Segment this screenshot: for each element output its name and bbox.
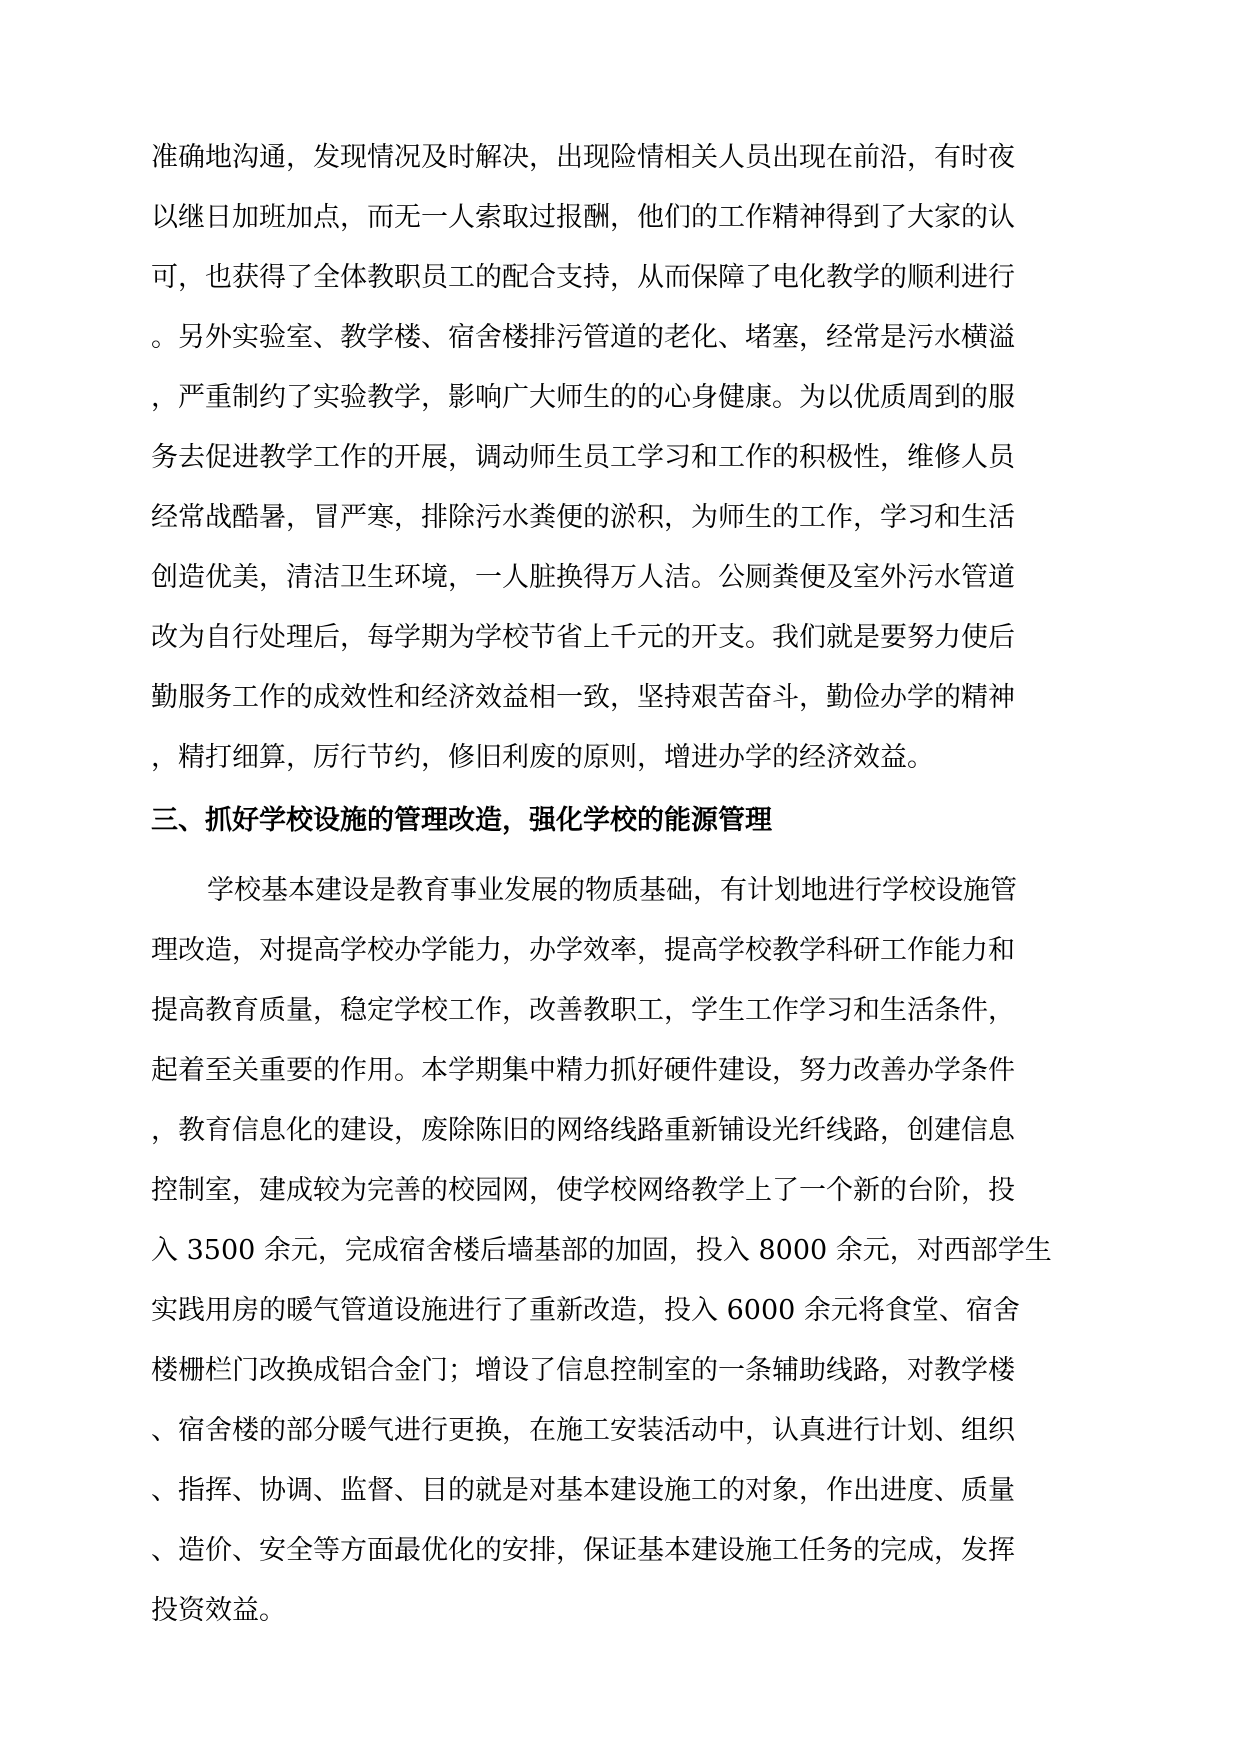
paragraph-line: 可，也获得了全体教职员工的配合支持，从而保障了电化教学的顺利进行 xyxy=(151,262,1015,293)
paragraph-line: 、宿舍楼的部分暖气进行更换，在施工安装活动中，认真进行计划、组织 xyxy=(151,1415,1015,1446)
paragraph-line: 、造价、安全等方面最优化的安排，保证基本建设施工任务的完成，发挥 xyxy=(151,1535,1015,1566)
paragraph-line: ，严重制约了实验教学，影响广大师生的的心身健康。为以优质周到的服 xyxy=(151,382,1015,413)
paragraph-line: 理改造，对提高学校办学能力，办学效率，提高学校教学科研工作能力和 xyxy=(151,935,1015,966)
paragraph-line: 、指挥、协调、监督、目的就是对基本建设施工的对象，作出进度、质量 xyxy=(151,1475,1015,1506)
paragraph-line: 务去促进教学工作的开展，调动师生员工学习和工作的积极性，维修人员 xyxy=(151,442,1015,473)
paragraph-line: 学校基本建设是教育事业发展的物质基础，有计划地进行学校设施管 xyxy=(207,875,1017,906)
paragraph-line: 准确地沟通，发现情况及时解决，出现险情相关人员出现在前沿，有时夜 xyxy=(151,142,1015,173)
paragraph-line: 楼栅栏门改换成铝合金门；增设了信息控制室的一条辅助线路，对教学楼 xyxy=(151,1355,1015,1386)
paragraph-line: 控制室，建成较为完善的校园网，使学校网络教学上了一个新的台阶，投 xyxy=(151,1175,1015,1206)
paragraph-line: 投资效益。 xyxy=(151,1595,286,1626)
section-heading: 三、抓好学校设施的管理改造，强化学校的能源管理 xyxy=(151,805,772,836)
paragraph-line: ，精打细算，厉行节约，修旧利废的原则，增进办学的经济效益。 xyxy=(151,742,934,773)
paragraph-line: 经常战酷暑，冒严寒，排除污水粪便的淤积，为师生的工作，学习和生活 xyxy=(151,502,1015,533)
paragraph-line: 创造优美，清洁卫生环境，一人脏换得万人洁。公厕粪便及室外污水管道 xyxy=(151,562,1015,593)
paragraph-line: ，教育信息化的建设，废除陈旧的网络线路重新铺设光纤线路，创建信息 xyxy=(151,1115,1015,1146)
paragraph-line: 改为自行处理后，每学期为学校节省上千元的开支。我们就是要努力使后 xyxy=(151,622,1015,653)
paragraph-line: 入 3500 余元，完成宿舍楼后墙基部的加固，投入 8000 余元，对西部学生 xyxy=(151,1235,1052,1266)
paragraph-line: 勤服务工作的成效性和经济效益相一致，坚持艰苦奋斗，勤俭办学的精神 xyxy=(151,682,1015,713)
paragraph-line: 起着至关重要的作用。本学期集中精力抓好硬件建设，努力改善办学条件 xyxy=(151,1055,1015,1086)
paragraph-line: 提高教育质量，稳定学校工作，改善教职工，学生工作学习和生活条件， xyxy=(151,995,1015,1026)
paragraph-line: 以继日加班加点，而无一人索取过报酬，他们的工作精神得到了大家的认 xyxy=(151,202,1015,233)
paragraph-line: 。另外实验室、教学楼、宿舍楼排污管道的老化、堵塞，经常是污水横溢 xyxy=(151,322,1015,353)
paragraph-line: 实践用房的暖气管道设施进行了重新改造，投入 6000 余元将食堂、宿舍 xyxy=(151,1295,1020,1326)
